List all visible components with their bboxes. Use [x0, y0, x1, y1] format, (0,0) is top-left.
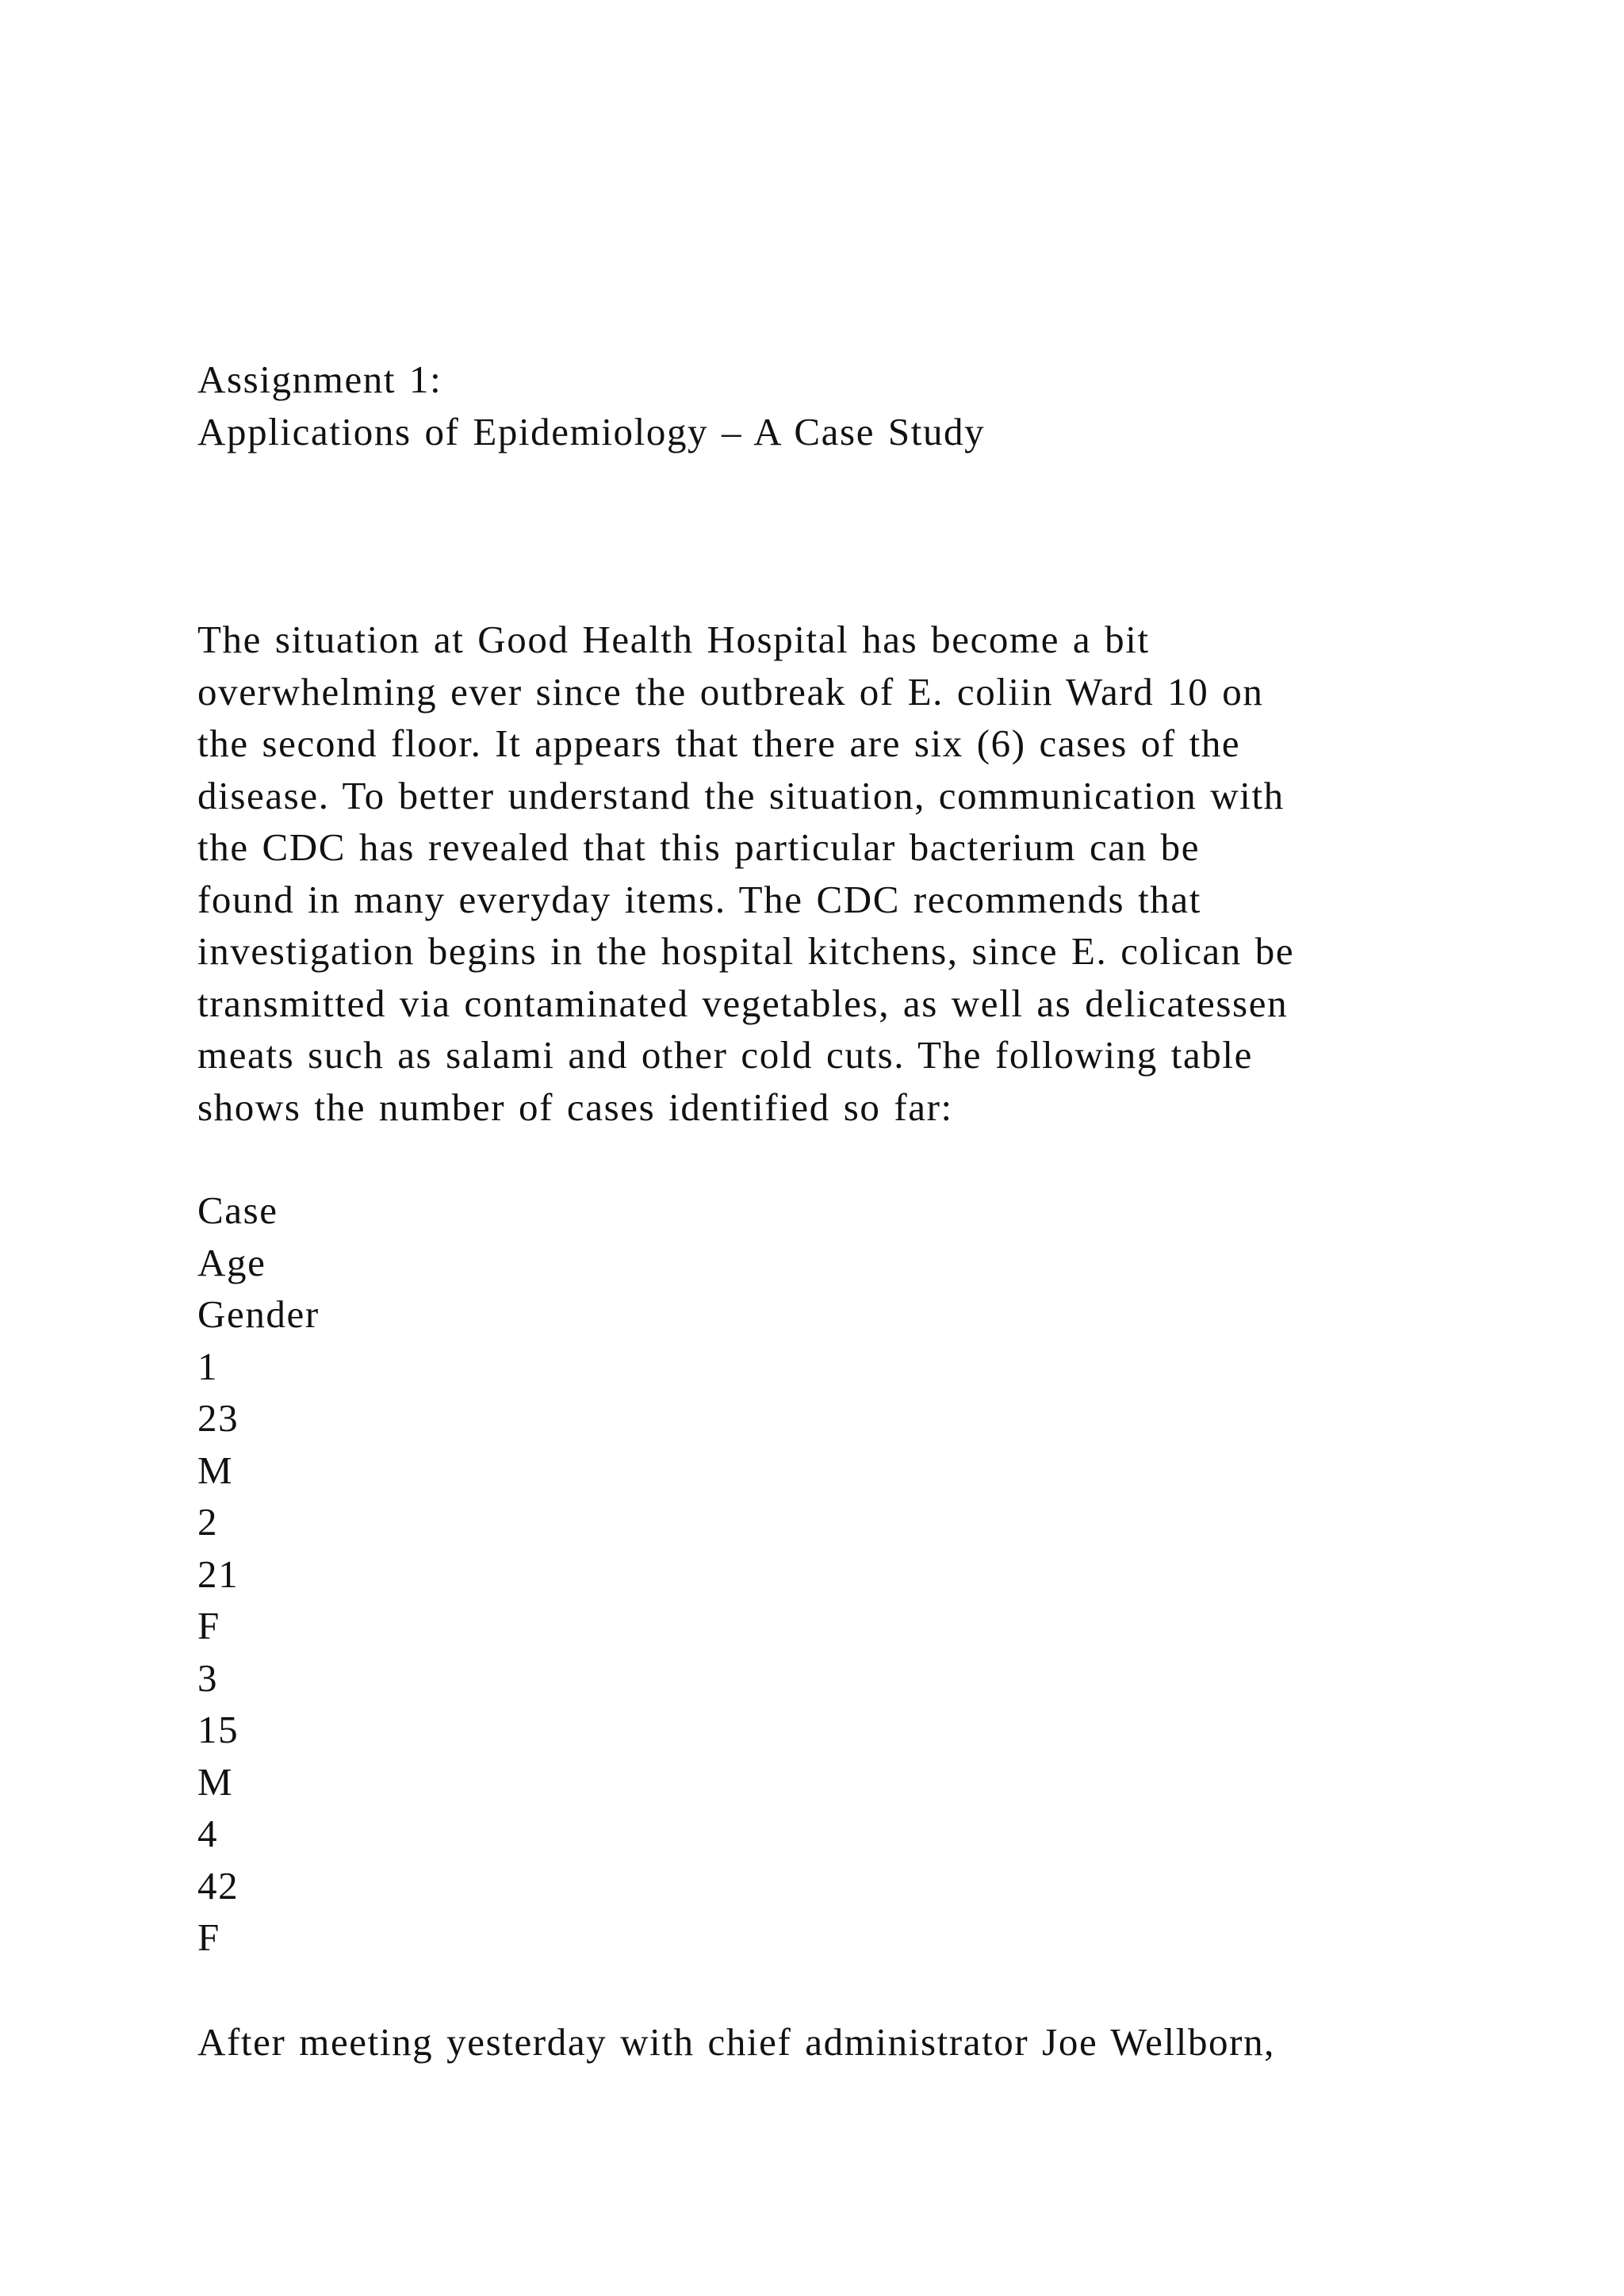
paragraph-line: the second floor. It appears that there are six (6) cases of the [197, 721, 1241, 765]
paragraph-line: shows the number of cases identified so far: [197, 1085, 953, 1129]
spacer [197, 1133, 1514, 1184]
cell-age: 23 [197, 1396, 239, 1440]
paragraph-line: investigation begins in the hospital kitchens, since E. colican be [197, 929, 1295, 973]
cell-age: 42 [197, 1863, 239, 1908]
spacer [197, 1964, 1514, 2016]
table-header [197, 1184, 1514, 1341]
header-age: Age [197, 1240, 266, 1284]
title-line: Assignment 1: [197, 358, 442, 401]
cell-case: 4 [197, 1812, 219, 1855]
cell-gender: M [197, 1448, 234, 1492]
paragraph-line: disease. To better understand the situation, communication with [197, 773, 1285, 817]
paragraph-line: transmitted via contaminated vegetables, as well as delicatessen [197, 981, 1289, 1025]
document-title [197, 354, 1514, 457]
cell-gender: M [197, 1759, 234, 1804]
cell-case: 1 [197, 1344, 219, 1388]
paragraph-line: overwhelming ever since the outbreak of E. coliin Ward 10 on [197, 669, 1264, 714]
cell-case: 2 [197, 1500, 219, 1544]
table-row [197, 1341, 1514, 1497]
document-content [197, 354, 1514, 2068]
header-case: Case [197, 1188, 278, 1232]
cell-gender: F [197, 1915, 220, 1959]
paragraph-line: found in many everyday items. The CDC recommends that [197, 877, 1201, 921]
cell-age: 15 [197, 1708, 239, 1751]
cell-age: 21 [197, 1552, 239, 1596]
closing-line: After meeting yesterday with chief administrator Joe Wellborn, [197, 2019, 1276, 2064]
cell-case: 3 [197, 1655, 219, 1700]
paragraph-line: the CDC has revealed that this particular bacterium can be [197, 825, 1201, 869]
cases-table [197, 1184, 1514, 1964]
table-row [197, 1808, 1514, 1964]
paragraph-line: The situation at Good Health Hospital has become a bit [197, 618, 1150, 661]
cell-gender: F [197, 1604, 220, 1647]
table-row [197, 1496, 1514, 1652]
header-gender: Gender [197, 1292, 320, 1336]
table-row [197, 1652, 1514, 1808]
spacer [197, 457, 1514, 614]
paragraph-line: meats such as salami and other cold cuts. The following table [197, 1033, 1253, 1077]
title-line: Applications of Epidemiology – A Case Study [197, 409, 986, 453]
intro-paragraph [197, 614, 1514, 1133]
